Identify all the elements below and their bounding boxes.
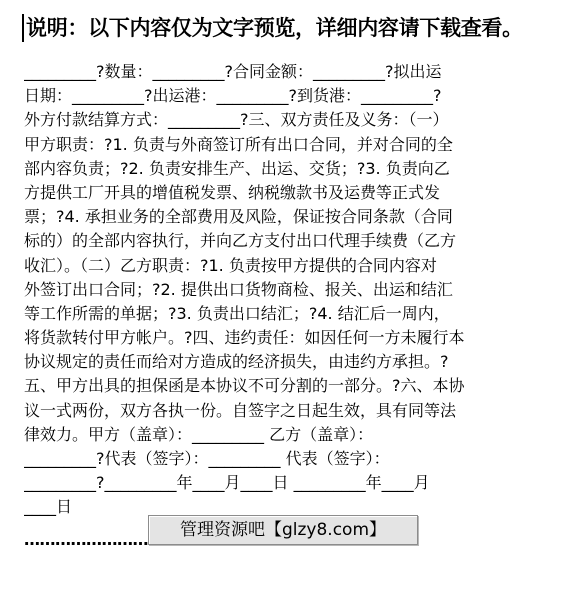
document-body [24,60,554,520]
document-line: 议一式两份，双方各执一份。自签字之日起生效，具有同等法 [24,400,457,420]
document-line: 日期：_________?出运港：_________?到货港：_________? [24,86,442,106]
document-line: 协议规定的责任而给对方造成的经济损失，由违约方承担。? [24,352,449,372]
document-line: 标的）的全部内容执行，并向乙方支付出口代理手续费（乙方 [24,231,457,251]
document-line: 外方付款结算方式：_________?三、双方责任及义务：（一） [24,110,449,130]
document-line: 方提供工厂开具的增值税发票、纳税缴款书及运费等正式发 [24,182,441,202]
document-line: _________?代表（签字）：_________ 代表（签字）： [24,449,390,468]
document-line: _________?数量：_________?合同金额：_________?拟出运 [24,62,442,81]
site-banner-link[interactable]: 管理资源吧【glzy8.com】 [148,515,418,545]
document-line: 律效力。甲方（盖章）：_________ 乙方（盖章）： [24,424,374,444]
document-line: 甲方职责：?1. 负责与外商签订所有出口合同，并对合同的全 [24,134,453,154]
document-line: 五、甲方出具的担保函是本协议不可分割的一部分。?六、本协 [24,376,465,396]
document-line: 将货款转付甲方帐户。?四、违约责任：如因任何一方未履行本 [24,328,465,348]
document-line: 外签订出口合同；?2. 提供出口货物商检、报关、出运和结汇 [24,279,453,299]
preview-notice: 说明：以下内容仅为文字预览，详细内容请下载查看。 [22,14,578,42]
document-line: 等工作所需的单据；?3. 负责出口结汇；?4. 结汇后一周内， [24,303,450,323]
document-line: 收汇）。（二）乙方职责：?1. 负责按甲方提供的合同内容对 [24,255,437,275]
document-line: 票；?4. 承担业务的全部费用及风险，保证按合同条款（合同 [24,207,453,227]
ellipsis-dots: …………………… [24,530,148,549]
document-line: 部内容负责；?2. 负责安排生产、出运、交货；?3. 负责向乙 [24,158,450,178]
document-line: ____日 [24,497,73,517]
document-line: _________?_________年____月____日 _________年____月 [24,473,430,493]
